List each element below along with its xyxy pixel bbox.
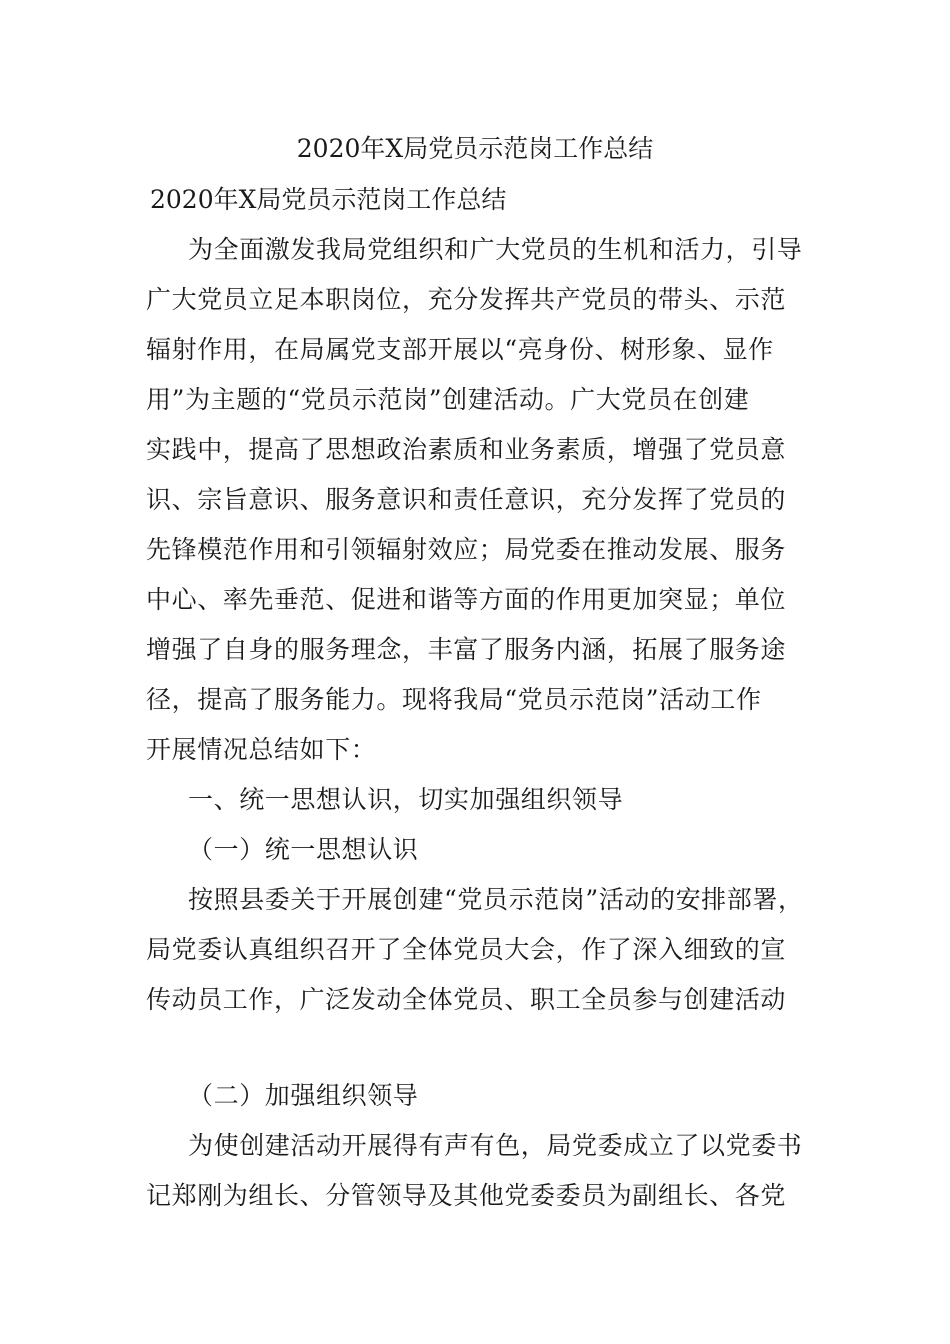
paragraph-line: 局党委认真组织召开了全体党员大会，作了深入细致的宣 (146, 935, 787, 964)
paragraph-line: 实践中，提高了思想政治素质和业务素质，增强了党员意 (146, 435, 787, 464)
paragraph-line: 增强了自身的服务理念，丰富了服务内涵，拓展了服务途 (146, 635, 787, 664)
paragraph-line: 按照县委关于开展创建“党员示范岗”活动的安排部署， (188, 885, 804, 914)
document-title: 2020年X局党员示范岗工作总结 (296, 134, 654, 163)
paragraph-line: 广大党员立足本职岗位，充分发挥共产党员的带头、示范 (146, 285, 787, 314)
paragraph-line: 记郑刚为组长、分管领导及其他党委委员为副组长、各党 (146, 1181, 787, 1210)
paragraph-line: 中心、率先垂范、促进和谐等方面的作用更加突显；单位 (146, 585, 787, 614)
section-heading: 一、统一思想认识，切实加强组织领导 (188, 785, 624, 814)
paragraph-line: 为全面激发我局党组织和广大党员的生机和活力，引导 (188, 235, 803, 264)
subsection-heading: （一）统一思想认识 (188, 835, 419, 864)
subsection-heading: （二）加强组织领导 (188, 1081, 419, 1110)
paragraph-line: 开展情况总结如下： (146, 735, 377, 764)
paragraph-line: 径，提高了服务能力。现将我局“党员示范岗”活动工作 (146, 685, 762, 714)
paragraph-line: 先锋模范作用和引领辐射效应；局党委在推动发展、服务 (146, 535, 787, 564)
paragraph-line: 识、宗旨意识、服务意识和责任意识，充分发挥了党员的 (146, 485, 787, 514)
document-subtitle: 2020年X局党员示范岗工作总结 (150, 185, 507, 214)
paragraph-line: 传动员工作，广泛发动全体党员、职工全员参与创建活动 (146, 985, 787, 1014)
paragraph-line: 辐射作用，在局属党支部开展以“亮身份、树形象、显作 (146, 335, 774, 364)
paragraph-line: 用”为主题的“党员示范岗”创建活动。广大党员在创建 (146, 385, 750, 414)
paragraph-line: 为使创建活动开展得有声有色，局党委成立了以党委书 (188, 1131, 803, 1160)
